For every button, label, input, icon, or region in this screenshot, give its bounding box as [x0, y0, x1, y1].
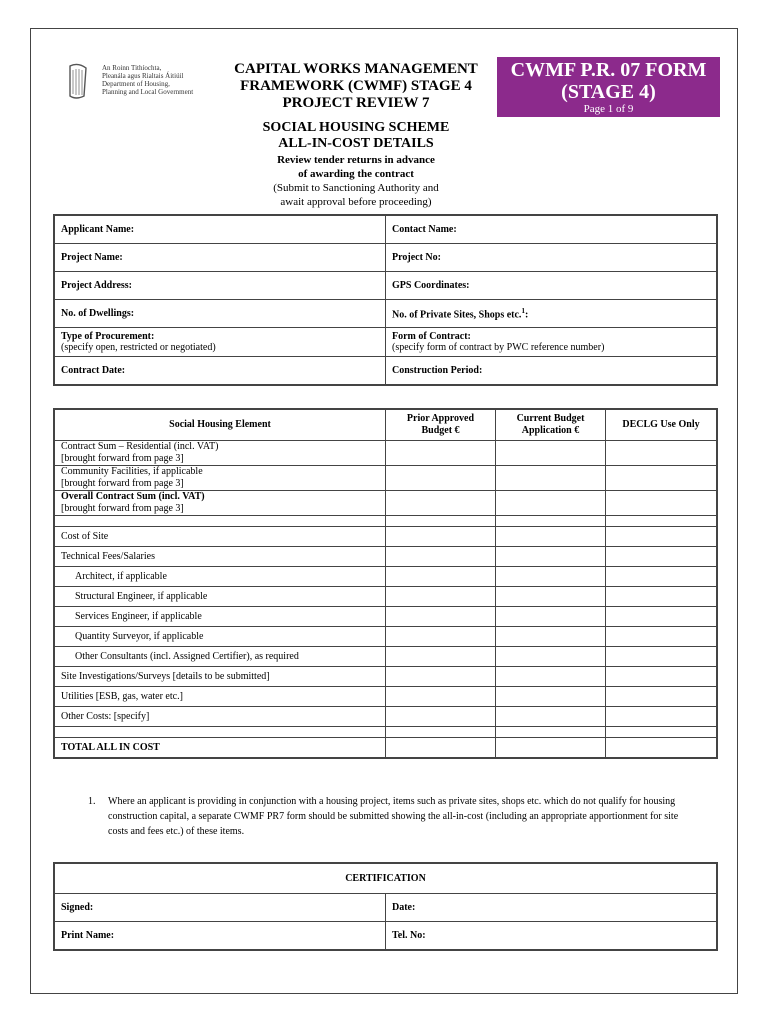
col-header-prior-budget	[386, 409, 496, 441]
form-code-badge	[497, 57, 720, 117]
table-row	[54, 527, 717, 547]
col-header-declg: DECLG Use Only	[606, 409, 718, 441]
signed-field[interactable]	[54, 894, 386, 922]
current-budget-cell[interactable]	[496, 567, 606, 587]
department-line: Planning and Local Government	[102, 88, 194, 96]
subtitle-submit-note: (Submit to Sanctioning Authority and	[273, 182, 439, 194]
row-label: Cost of Site	[54, 527, 386, 547]
contact-name-field[interactable]	[386, 215, 718, 244]
table-row-spacer	[54, 516, 717, 527]
field-label: Signed:	[61, 902, 94, 913]
current-budget-cell[interactable]	[496, 707, 606, 727]
field-label: Tel. No:	[392, 930, 426, 941]
title-line: FRAMEWORK (CWMF) STAGE 4	[240, 78, 472, 94]
row-label: Architect, if applicable	[54, 567, 386, 587]
table-row	[54, 547, 717, 567]
applicant-info-table	[53, 214, 718, 386]
prior-budget-cell[interactable]	[386, 587, 496, 607]
spacer-cell	[386, 727, 496, 738]
dwellings-field[interactable]	[54, 300, 386, 328]
contract-date-field[interactable]	[54, 357, 386, 386]
field-note: (specify open, restricted or negotiated)	[61, 342, 216, 353]
row-label-line: [brought forward from page 3]	[61, 478, 184, 489]
prior-budget-cell[interactable]	[386, 707, 496, 727]
table-header-row	[54, 409, 717, 441]
table-row	[54, 922, 717, 951]
spacer-cell	[606, 727, 718, 738]
declg-cell[interactable]	[606, 567, 718, 587]
row-label	[54, 491, 386, 516]
declg-cell[interactable]	[606, 647, 718, 667]
declg-cell[interactable]	[606, 627, 718, 647]
declg-cell[interactable]	[606, 587, 718, 607]
row-label: Technical Fees/Salaries	[54, 547, 386, 567]
spacer-cell	[496, 727, 606, 738]
current-budget-total-cell[interactable]	[496, 738, 606, 759]
form-of-contract-field[interactable]	[386, 328, 718, 357]
declg-cell[interactable]	[606, 466, 718, 491]
spacer-cell	[606, 516, 718, 527]
field-label: Construction Period:	[392, 365, 483, 376]
row-label: Other Costs: [specify]	[54, 707, 386, 727]
construction-period-field[interactable]	[386, 357, 718, 386]
field-label: Print Name:	[61, 930, 115, 941]
project-no-field[interactable]	[386, 244, 718, 272]
subtitle-scheme: SOCIAL HOUSING SCHEME	[262, 120, 450, 135]
department-logo	[66, 62, 216, 104]
gps-coordinates-field[interactable]	[386, 272, 718, 300]
table-row	[54, 466, 717, 491]
field-label: Contact Name:	[392, 224, 457, 235]
declg-cell[interactable]	[606, 527, 718, 547]
project-address-field[interactable]	[54, 272, 386, 300]
current-budget-cell[interactable]	[496, 607, 606, 627]
budget-table	[53, 408, 718, 759]
date-field[interactable]	[386, 894, 718, 922]
declg-cell[interactable]	[606, 441, 718, 466]
row-label-line: Community Facilities, if applicable	[61, 466, 203, 477]
department-name	[102, 64, 193, 96]
prior-budget-cell[interactable]	[386, 567, 496, 587]
declg-cell[interactable]	[606, 607, 718, 627]
table-row	[54, 441, 717, 466]
prior-budget-cell[interactable]	[386, 667, 496, 687]
current-budget-cell[interactable]	[496, 647, 606, 667]
footnote-text: Where an applicant is providing in conjunction with a housing project, items such as private sites, shops etc. which do not qualify for housing construction capital, a separate CWMF PR7 form should be submitted showing the all-in-cost (including an appropriate apportionment for site costs and fees etc.) of these items.	[108, 796, 679, 837]
spacer-cell	[54, 727, 386, 738]
current-budget-cell[interactable]	[496, 547, 606, 567]
table-row	[54, 300, 717, 328]
table-row	[54, 272, 717, 300]
prior-budget-cell[interactable]	[386, 441, 496, 466]
department-line: Department of Housing,	[102, 80, 170, 88]
prior-budget-cell[interactable]	[386, 607, 496, 627]
table-row	[54, 587, 717, 607]
table-row	[54, 707, 717, 727]
certification-heading: CERTIFICATION	[54, 863, 717, 894]
procurement-field[interactable]	[54, 328, 386, 357]
table-row	[54, 491, 717, 516]
col-header-current-budget	[496, 409, 606, 441]
table-row-spacer	[54, 727, 717, 738]
field-label: Date:	[392, 902, 416, 913]
row-label-line: Overall Contract Sum (incl. VAT)	[61, 491, 205, 502]
field-label: Contract Date:	[61, 365, 126, 376]
certification-table	[53, 862, 718, 951]
badge-code: CWMF P.R. 07 FORM	[510, 59, 707, 81]
prior-budget-cell[interactable]	[386, 547, 496, 567]
table-row	[54, 607, 717, 627]
current-budget-cell[interactable]	[496, 627, 606, 647]
current-budget-cell[interactable]	[496, 587, 606, 607]
field-label: Project Name:	[61, 252, 123, 263]
declg-cell[interactable]	[606, 687, 718, 707]
spacer-cell	[386, 516, 496, 527]
prior-budget-cell[interactable]	[386, 627, 496, 647]
row-label: Utilities [ESB, gas, water etc.]	[54, 687, 386, 707]
field-note: (specify form of contract by PWC reference number)	[392, 342, 605, 353]
current-budget-cell[interactable]	[496, 441, 606, 466]
tel-no-field[interactable]	[386, 922, 718, 951]
field-label: No. of Dwellings:	[61, 308, 135, 319]
table-row	[54, 647, 717, 667]
subtitle-instruction: Review tender returns in advance	[277, 154, 435, 166]
prior-budget-cell[interactable]	[386, 647, 496, 667]
form-subtitle	[222, 120, 490, 209]
field-label-suffix: :	[524, 309, 529, 321]
field-label: GPS Coordinates:	[392, 280, 470, 291]
row-label	[54, 441, 386, 466]
current-budget-cell[interactable]	[496, 491, 606, 516]
row-label-line: Contract Sum – Residential (incl. VAT)	[61, 441, 219, 452]
spacer-cell	[54, 516, 386, 527]
subtitle-details: ALL-IN-COST DETAILS	[278, 136, 434, 151]
field-label: Project Address:	[61, 280, 133, 291]
col-header-element: Social Housing Element	[54, 409, 386, 441]
page-number: Page 1 of 9	[583, 103, 634, 115]
form-title	[222, 61, 490, 112]
row-label: Site Investigations/Surveys [details to be submitted]	[54, 667, 386, 687]
row-label: Other Consultants (incl. Assigned Certifier), as required	[54, 647, 386, 667]
prior-budget-cell[interactable]	[386, 687, 496, 707]
prior-budget-cell[interactable]	[386, 527, 496, 547]
field-label: Project No:	[392, 252, 441, 263]
field-label: Applicant Name:	[61, 224, 135, 235]
table-row	[54, 687, 717, 707]
table-row	[54, 215, 717, 244]
header-line: Prior Approved	[406, 413, 475, 424]
declg-cell[interactable]	[606, 547, 718, 567]
row-label-line: [brought forward from page 3]	[61, 453, 184, 464]
table-row	[54, 627, 717, 647]
subtitle-instruction: of awarding the contract	[298, 168, 414, 180]
current-budget-cell[interactable]	[496, 527, 606, 547]
current-budget-cell[interactable]	[496, 466, 606, 491]
table-row	[54, 894, 717, 922]
footnote-number: 1.	[88, 796, 96, 807]
private-sites-field[interactable]	[386, 300, 718, 328]
table-row	[54, 667, 717, 687]
title-line: CAPITAL WORKS MANAGEMENT	[234, 61, 478, 77]
row-label: Structural Engineer, if applicable	[54, 587, 386, 607]
row-label: Quantity Surveyor, if applicable	[54, 627, 386, 647]
table-row-total	[54, 738, 717, 759]
prior-budget-cell[interactable]	[386, 491, 496, 516]
field-label: No. of Private Sites, Shops etc.	[392, 309, 522, 321]
department-line: An Roinn Tithíochta,	[102, 64, 162, 72]
row-label	[54, 466, 386, 491]
project-name-field[interactable]	[54, 244, 386, 272]
harp-icon	[66, 62, 90, 102]
header-line: Budget €	[421, 425, 460, 436]
field-label: Form of Contract:	[392, 331, 471, 342]
department-line: Pleanála agus Rialtais Áitiúil	[102, 72, 184, 80]
badge-stage: (STAGE 4)	[561, 81, 656, 103]
table-header-row	[54, 863, 717, 894]
print-name-field[interactable]	[54, 922, 386, 951]
footnote-marker: 1	[521, 306, 525, 315]
header-line: Application €	[521, 425, 580, 436]
field-label: Type of Procurement:	[61, 331, 155, 342]
table-row	[54, 244, 717, 272]
title-line: PROJECT REVIEW 7	[282, 95, 430, 111]
table-row	[54, 567, 717, 587]
table-row	[54, 328, 717, 357]
declg-cell[interactable]	[606, 667, 718, 687]
prior-budget-cell[interactable]	[386, 466, 496, 491]
row-label: Services Engineer, if applicable	[54, 607, 386, 627]
subtitle-submit-note: await approval before proceeding)	[280, 196, 432, 208]
header-line: Current Budget	[516, 413, 585, 424]
row-label-line: [brought forward from page 3]	[61, 503, 184, 514]
row-label-total: TOTAL ALL IN COST	[54, 738, 386, 759]
current-budget-cell[interactable]	[496, 667, 606, 687]
spacer-cell	[496, 516, 606, 527]
table-row	[54, 357, 717, 386]
prior-budget-total-cell[interactable]	[386, 738, 496, 759]
declg-cell[interactable]	[606, 491, 718, 516]
applicant-name-field[interactable]	[54, 215, 386, 244]
current-budget-cell[interactable]	[496, 687, 606, 707]
declg-total-cell[interactable]	[606, 738, 718, 759]
declg-cell[interactable]	[606, 707, 718, 727]
